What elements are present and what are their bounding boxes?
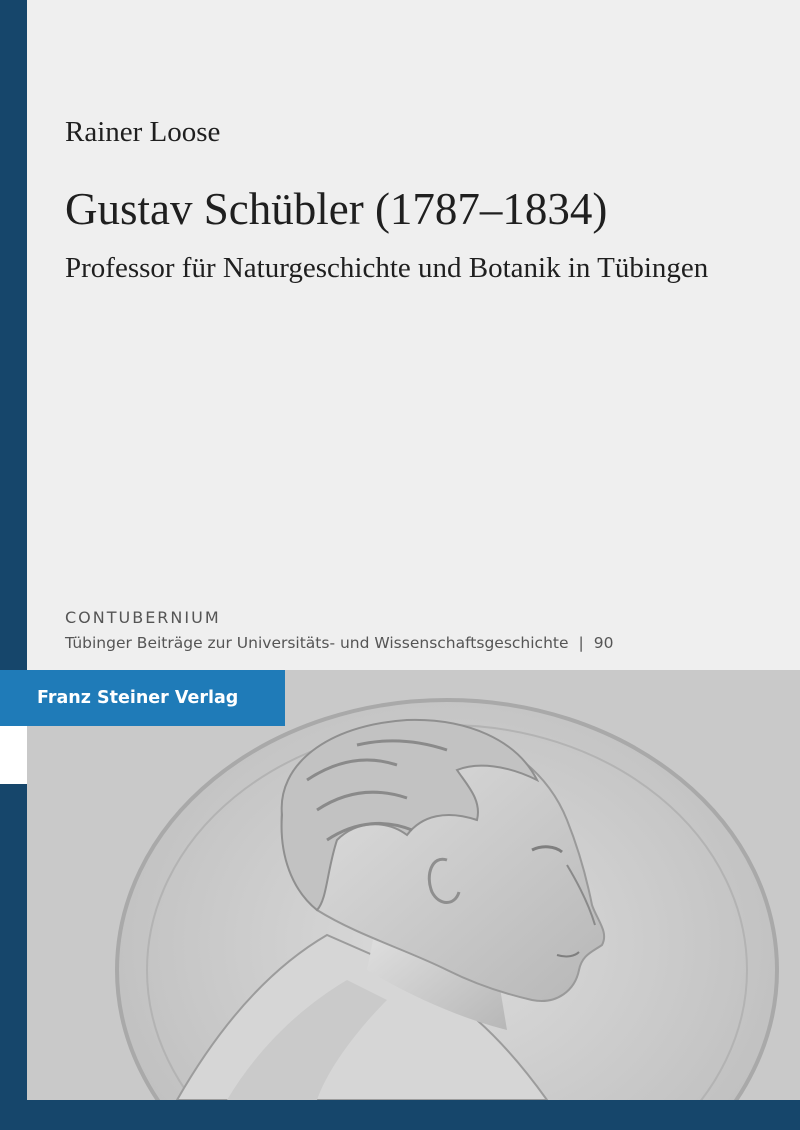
spine-white-notch (0, 726, 27, 784)
bottom-band (0, 1100, 800, 1130)
series-volume: 90 (593, 634, 614, 652)
series-name: CONTUBERNIUM (65, 608, 221, 627)
publisher-banner (0, 670, 285, 726)
relief-portrait-illustration (27, 670, 800, 1100)
publisher-name: Franz Steiner Verlag (37, 688, 239, 708)
cover-portrait-image (27, 670, 800, 1100)
series-separator: | (578, 634, 584, 652)
book-title: Gustav Schübler (1787–1834) (65, 184, 608, 234)
series-description: Tübinger Beiträge zur Universitäts- und Wissenschaftsgeschichte (65, 634, 569, 652)
spine-band (0, 0, 27, 1130)
series-line (65, 634, 613, 652)
author-name: Rainer Loose (65, 116, 221, 148)
book-subtitle: Professor für Naturgeschichte und Botanik in Tübingen (65, 252, 709, 284)
